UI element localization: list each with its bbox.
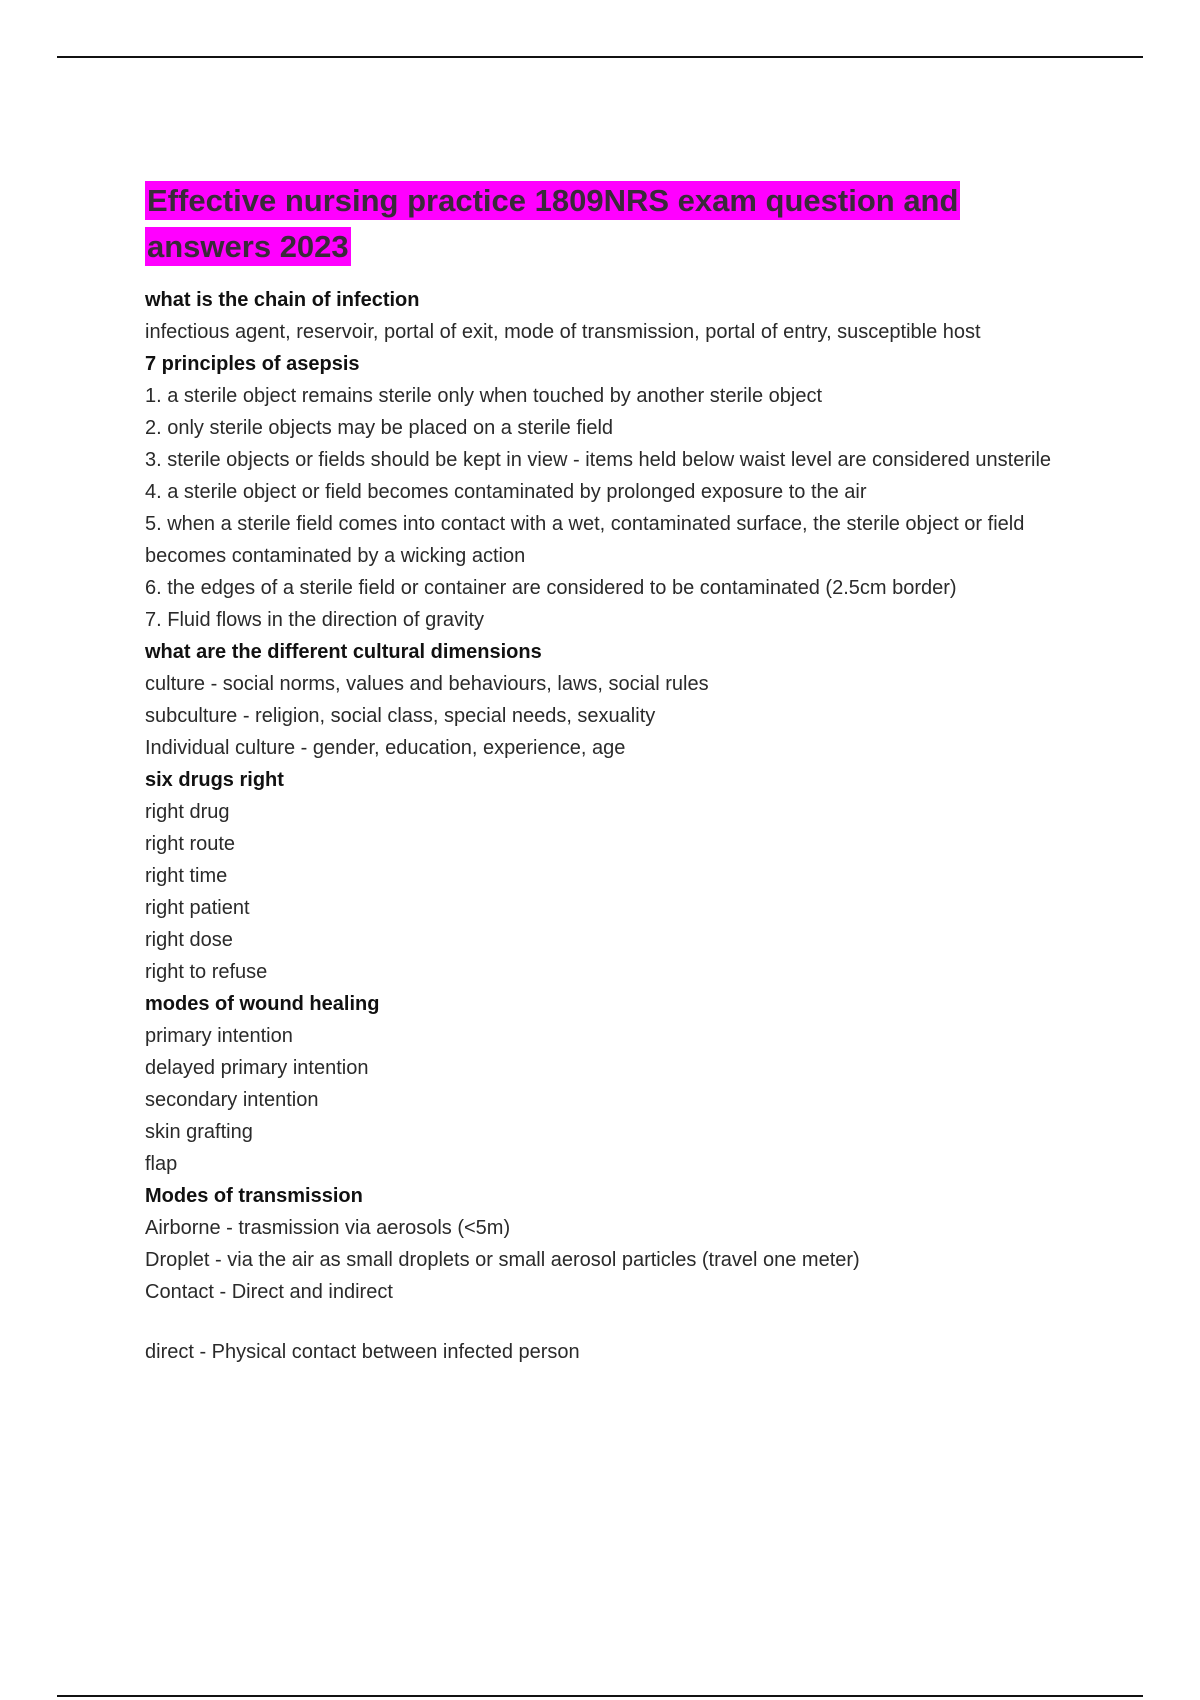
answer-line: right time — [145, 865, 228, 887]
answer-line: primary intention — [145, 1025, 293, 1047]
answer-line: Contact - Direct and indirect — [145, 1281, 393, 1303]
answer-line: 4. a sterile object or field becomes contaminated by prolonged exposure to the air — [145, 481, 867, 503]
bottom-rule — [57, 1695, 1143, 1697]
question-heading: modes of wound healing — [145, 993, 380, 1015]
question-heading: what are the different cultural dimensions — [145, 641, 542, 663]
answer-line: infectious agent, reservoir, portal of exit, mode of transmission, portal of entry, susceptible host — [145, 321, 981, 343]
question-heading: 7 principles of asepsis — [145, 353, 360, 375]
answer-line: Droplet - via the air as small droplets or small aerosol particles (travel one meter) — [145, 1249, 860, 1271]
answer-line: 6. the edges of a sterile field or container are considered to be contaminated (2.5cm border) — [145, 577, 957, 599]
answer-line: 7. Fluid flows in the direction of gravity — [145, 609, 485, 631]
answer-line: secondary intention — [145, 1089, 319, 1111]
qa-list — [145, 284, 1075, 1368]
answer-line: skin grafting — [145, 1121, 253, 1143]
answer-line: flap — [145, 1153, 178, 1175]
answer-line: subculture - religion, social class, special needs, sexuality — [145, 705, 656, 727]
answer-line: delayed primary intention — [145, 1057, 369, 1079]
answer-line: right drug — [145, 801, 230, 823]
answer-line: right to refuse — [145, 961, 268, 983]
answer-line: 1. a sterile object remains sterile only when touched by another sterile object — [145, 385, 823, 407]
question-heading: what is the chain of infection — [145, 289, 420, 311]
blank-line — [145, 1308, 1075, 1336]
question-heading: six drugs right — [145, 769, 284, 791]
document-title: Effective nursing practice 1809NRS exam question and answers 2023 — [147, 183, 959, 264]
answer-line: culture - social norms, values and behaviours, laws, social rules — [145, 673, 709, 695]
answer-line: Individual culture - gender, education, experience, age — [145, 737, 626, 759]
answer-line: direct - Physical contact between infected person — [145, 1341, 580, 1363]
answer-line: Airborne - trasmission via aerosols (<5m) — [145, 1217, 511, 1239]
document-body — [145, 178, 1075, 1368]
answer-line: 5. when a sterile field comes into contact with a wet, contaminated surface, the sterile object or field becomes contaminated by a wicking action — [145, 513, 1025, 567]
answer-line: 3. sterile objects or fields should be kept in view - items held below waist level are considered unsterile — [145, 449, 1052, 471]
answer-line: 2. only sterile objects may be placed on a sterile field — [145, 417, 614, 439]
answer-line: right dose — [145, 929, 233, 951]
answer-line: right route — [145, 833, 236, 855]
question-heading: Modes of transmission — [145, 1185, 363, 1207]
answer-line: right patient — [145, 897, 250, 919]
top-rule — [57, 56, 1143, 58]
